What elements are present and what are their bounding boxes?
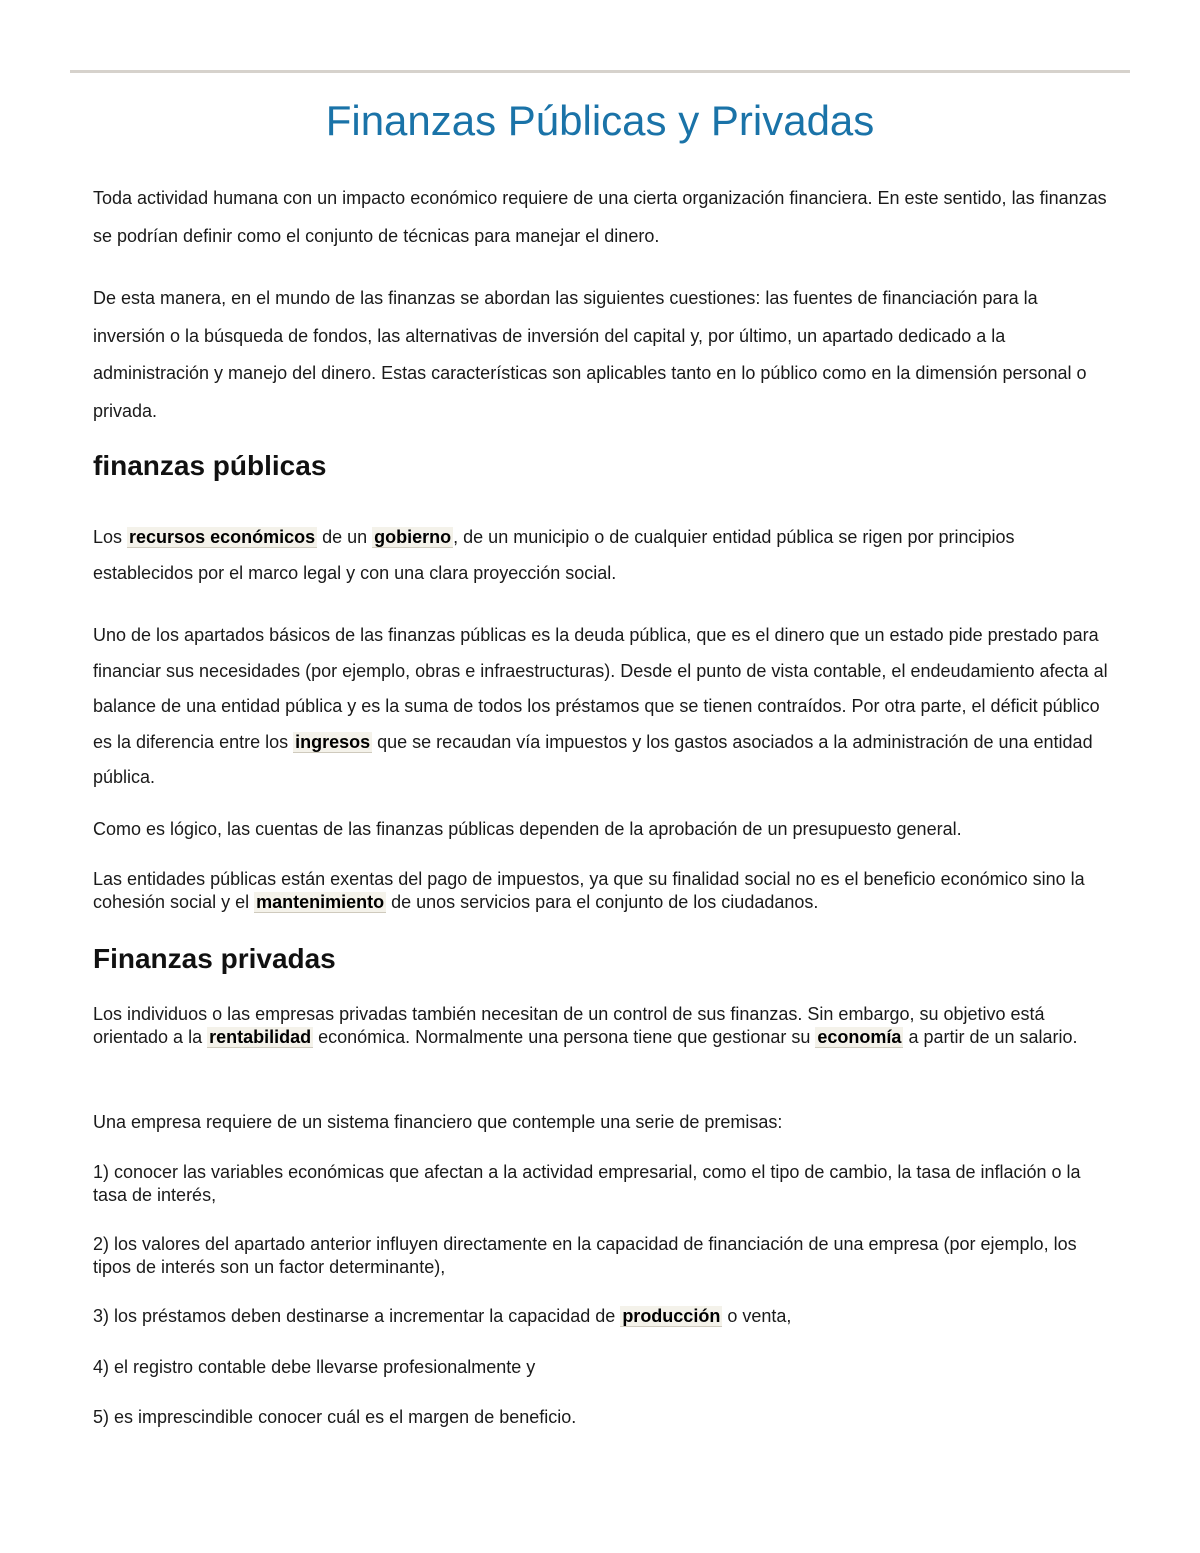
- page-title: Finanzas Públicas y Privadas: [325, 97, 875, 144]
- public-paragraph-2: Uno de los apartados básicos de las finanzas públicas es la deuda pública, que es el dinero que un estado pide prestado para financiar sus necesidades (por ejemplo, obras e infraestructuras). Desde el punto de vista contable, el endeudamiento afecta al balance de una entidad pública y es la suma de todos los préstamos que se tienen contraídos. Por otra parte, el déficit público es la diferencia entre los ingresos que se recaudan vía impuestos y los gastos asociados a la administración de una entidad pública.: [93, 625, 1108, 787]
- premise-item-3: 3) los préstamos deben destinarse a incrementar la capacidad de producción o venta,: [93, 1306, 792, 1326]
- keyword-produccion[interactable]: producción: [622, 1306, 721, 1326]
- public-paragraph-1: Los recursos económicos de un gobierno , de un municipio o de cualquier entidad pública se rigen por principios establecidos por el marco legal y con una clara proyección social.: [93, 527, 1015, 583]
- intro-paragraph-1: Toda actividad humana con un impacto económico requiere de una cierta organización financiera. En este sentido, las finanzas se podrían definir como el conjunto de técnicas para manejar el dinero.: [93, 188, 1107, 246]
- keyword-rentabilidad[interactable]: rentabilidad: [209, 1027, 312, 1047]
- intro-paragraph-2: De esta manera, en el mundo de las finanzas se abordan las siguientes cuestiones: las fuentes de financiación para la inversión o la búsqueda de fondos, las alternativas de inversión del capital y, por último, un apartado dedicado a la administración y manejo del dinero. Estas características son aplicables tanto en lo público como en la dimensión personal o privada.: [93, 288, 1087, 421]
- premise-item-1: 1) conocer las variables económicas que afectan a la actividad empresarial, como el tipo de cambio, la tasa de inflación o la tasa de interés,: [93, 1162, 1081, 1205]
- keyword-mantenimiento[interactable]: mantenimiento: [256, 892, 385, 912]
- keyword-recursos-economicos[interactable]: recursos económicos: [129, 527, 316, 547]
- premise-item-4: 4) el registro contable debe llevarse profesionalmente y: [93, 1357, 536, 1377]
- keyword-economia[interactable]: economía: [817, 1027, 902, 1047]
- private-paragraph-1: Los individuos o las empresas privadas también necesitan de un control de sus finanzas. Sin embargo, su objetivo está orientado a la rentabilidad económica. Normalmente una persona tiene que gestionar su economía a partir de un salario.: [93, 1004, 1078, 1047]
- premise-item-5: 5) es imprescindible conocer cuál es el margen de beneficio.: [93, 1407, 577, 1427]
- public-paragraph-3: Como es lógico, las cuentas de las finanzas públicas dependen de la aprobación de un presupuesto general.: [93, 819, 962, 839]
- section-heading-public: finanzas públicas: [93, 450, 327, 481]
- public-paragraph-4: Las entidades públicas están exentas del pago de impuestos, ya que su finalidad social no es el beneficio económico sino la cohesión social y el mantenimiento de unos servicios para el conjunto de los ciudadanos.: [93, 869, 1085, 912]
- keyword-ingresos[interactable]: ingresos: [295, 731, 371, 752]
- premise-item-2: 2) los valores del apartado anterior influyen directamente en la capacidad de financiación de una empresa (por ejemplo, los tipos de interés son un factor determinante),: [93, 1234, 1077, 1277]
- keyword-gobierno[interactable]: gobierno: [374, 527, 452, 547]
- top-divider: [70, 70, 1130, 73]
- private-paragraph-2: Una empresa requiere de un sistema financiero que contemple una serie de premisas:: [93, 1112, 783, 1132]
- section-heading-private: Finanzas privadas: [93, 943, 336, 974]
